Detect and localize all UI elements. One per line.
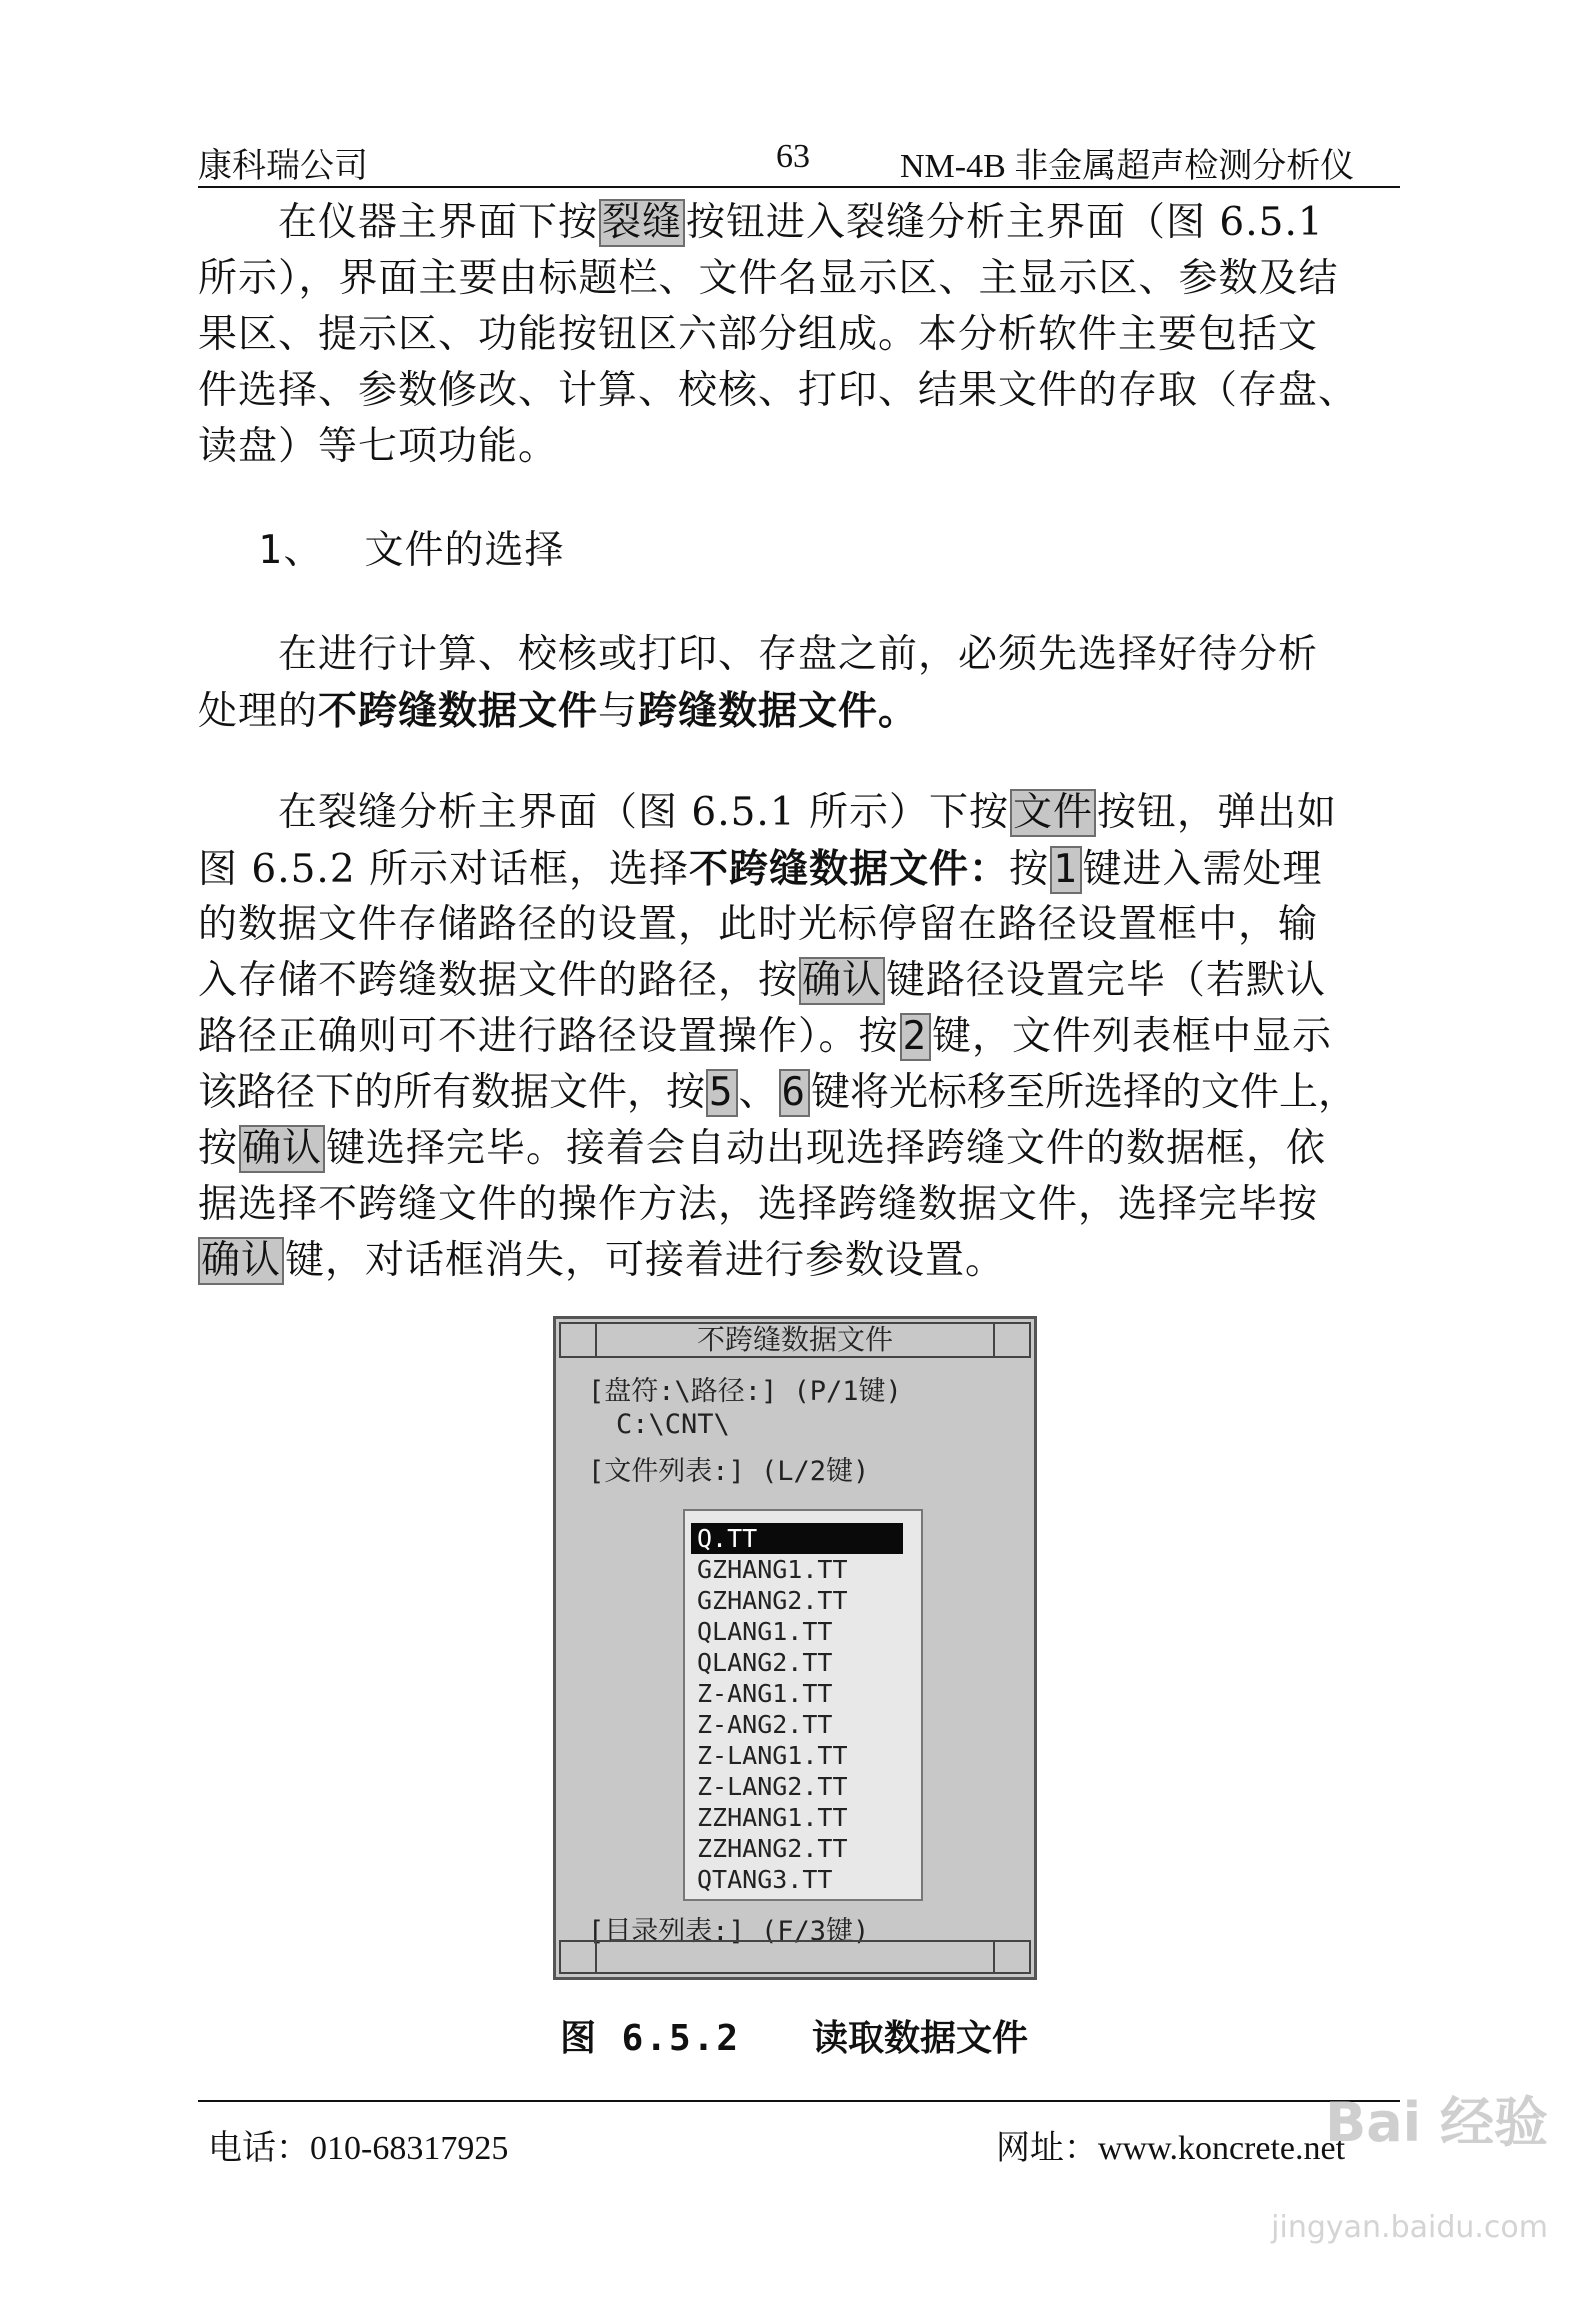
footer-rule: [198, 2100, 1400, 2102]
dialog-left-button[interactable]: [561, 1324, 597, 1356]
para3-line-2: 图 6.5.2 所示对话框，选择不跨缝数据文件：按 1 键进入需处理: [198, 846, 1323, 892]
para2-line-2: 处理的不跨缝数据文件与跨缝数据文件。: [198, 688, 919, 734]
file-item[interactable]: Z-ANG2.TT: [697, 1710, 833, 1739]
intro-line-5: 读盘）等七项功能。: [198, 424, 559, 469]
section-heading: 1、 文件的选择: [258, 528, 565, 573]
file-item[interactable]: QTANG3.TT: [697, 1865, 833, 1894]
key-1: 1: [1050, 846, 1081, 894]
footer-phone: 电话：010-68317925: [208, 2130, 509, 2167]
para2-line-1: 在进行计算、校核或打印、存盘之前，必须先选择好待分析: [278, 632, 1319, 677]
dir-list-label: [目录列表:] (F/3键): [588, 1916, 870, 1947]
watermark-logo: Bai 经验: [1325, 2091, 1548, 2154]
file-item[interactable]: ZZHANG1.TT: [697, 1803, 848, 1832]
para3-line-5: 路径正确则可不进行路径设置操作）。按 2 键，文件列表框中显示: [198, 1014, 1333, 1059]
file-item[interactable]: Q.TT: [691, 1523, 903, 1554]
para3-line-9: 确认 键，对话框消失，可接着进行参数设置。: [198, 1234, 1400, 1288]
key-2: 2: [900, 1013, 931, 1061]
file-item[interactable]: GZHANG2.TT: [697, 1586, 848, 1615]
key-5: 5: [706, 1069, 737, 1117]
header-product: NM-4B 非金属超声检测分析仪: [900, 148, 1355, 185]
key-liefeng: 裂缝: [599, 199, 685, 247]
para3-line-6: 该路径下的所有数据文件，按 5 、 6 键将光标移至所选择的文件上，: [198, 1070, 1358, 1115]
header-rule: [198, 186, 1400, 188]
intro-line-2: 所示），界面主要由标题栏、文件名显示区、主显示区、参数及结: [198, 256, 1339, 301]
dialog-title: 不跨缝数据文件: [696, 1323, 893, 1356]
file-item[interactable]: ZZHANG2.TT: [697, 1834, 848, 1863]
file-item[interactable]: QLANG2.TT: [697, 1648, 833, 1677]
intro-line-1: 在仪器主界面下按 裂缝 按钮进入裂缝分析主界面（图 6.5.1: [278, 200, 1324, 245]
para3-line-8: 据选择不跨缝文件的操作方法，选择跨缝数据文件，选择完毕按: [198, 1182, 1319, 1227]
key-wenjian: 文件: [1010, 789, 1096, 837]
page-number: 63: [776, 138, 810, 175]
dialog-bottom-bar: [559, 1940, 1031, 1974]
intro-line-3: 果区、提示区、功能按钮区六部分组成。本分析软件主要包括文: [198, 312, 1319, 357]
dialog-bottom-right-button[interactable]: [993, 1942, 1029, 1972]
para3-line-7: 按 确认 键选择完毕。接着会自动出现选择跨缝文件的数据框，依: [198, 1126, 1327, 1171]
footer-website[interactable]: 网址：www.koncrete.net: [996, 2130, 1346, 2167]
path-input[interactable]: C:\CNT\: [616, 1409, 730, 1440]
para3-line-4: 入存储不跨缝数据文件的路径，按 确认 键路径设置完毕（若默认: [198, 958, 1327, 1003]
file-dialog: [553, 1316, 1037, 1980]
dialog-right-button[interactable]: [993, 1324, 1029, 1356]
file-item[interactable]: GZHANG1.TT: [697, 1555, 848, 1584]
figure-caption: 图 6.5.2 读取数据文件: [559, 2018, 1029, 2059]
files-label: [文件列表:] (L/2键): [588, 1456, 870, 1487]
file-item[interactable]: Z-LANG1.TT: [697, 1741, 848, 1770]
para3-line-1: 在裂缝分析主界面（图 6.5.1 所示）下按 文件 按钮，弹出如: [278, 790, 1338, 835]
path-label: [盘符:\路径:] (P/1键): [588, 1376, 902, 1407]
intro-line-4: 件选择、参数修改、计算、校核、打印、结果文件的存取（存盘、: [198, 368, 1359, 413]
key-queren-3: 确认: [198, 1237, 284, 1285]
file-item[interactable]: Z-ANG1.TT: [697, 1679, 833, 1708]
key-queren-2: 确认: [239, 1125, 325, 1173]
key-queren-1: 确认: [799, 957, 885, 1005]
key-6: 6: [779, 1069, 810, 1117]
file-item[interactable]: QLANG1.TT: [697, 1617, 833, 1646]
dialog-title-bar: [559, 1322, 1031, 1358]
file-list[interactable]: [683, 1509, 923, 1901]
para3-line-3: 的数据文件存储路径的设置，此时光标停留在路径设置框中，输: [198, 902, 1319, 947]
watermark-url: jingyan.baidu.com: [1271, 2210, 1548, 2245]
file-item[interactable]: Z-LANG2.TT: [697, 1772, 848, 1801]
header-company: 康科瑞公司: [198, 148, 368, 185]
dialog-bottom-left-button[interactable]: [561, 1942, 597, 1972]
